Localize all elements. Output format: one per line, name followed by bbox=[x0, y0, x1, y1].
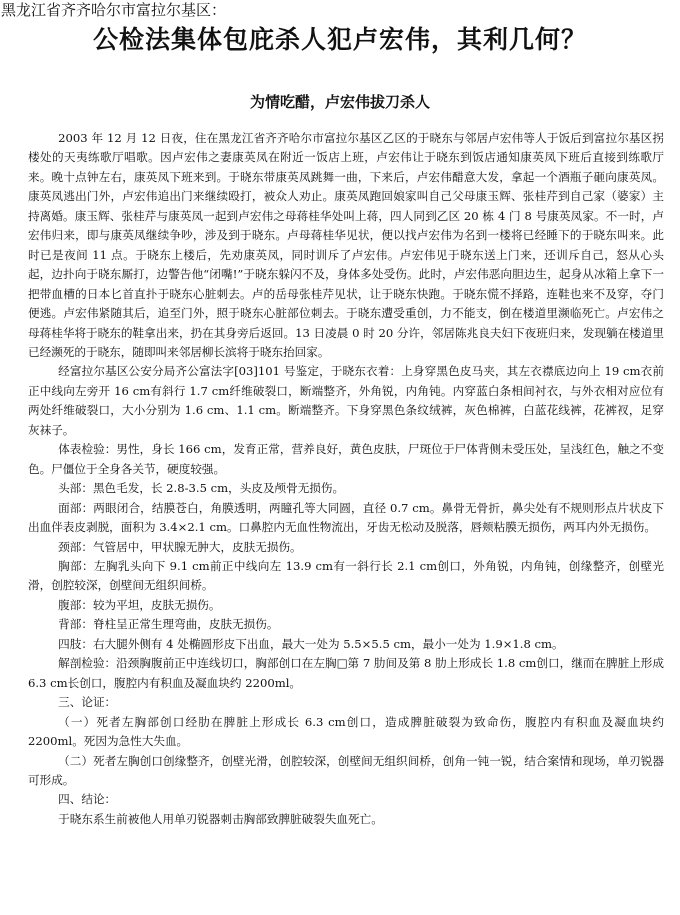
paragraph-conclusion: 于晓东系生前被他人用单刃锐器刺击胸部致脾脏破裂失血死亡。 bbox=[58, 811, 383, 826]
paragraph-limbs: 四肢：右大腿外侧有 4 处椭圆形皮下出血，最大一处为 5.5×5.5 cm，最小一处为 1.9×1.8 cm。 bbox=[58, 636, 564, 651]
paragraph-head: 头部：黑色毛发，长 2.8-3.5 cm，头皮及颅骨无损伤。 bbox=[58, 481, 345, 496]
paragraph-abdomen: 腹部：较为平坦，皮肤无损伤。 bbox=[58, 597, 221, 612]
paragraph-face: 面部：两眼闭合，结膜苍白，角膜透明，两瞳孔等大同圆，直径 0.7 cm。鼻骨无骨折，鼻尖处有不规则形点片状皮下出血伴表皮剥脱，面积为 3.4×2.1 cm。口鼻腔内无血性物流出，牙齿无松动及脱落，唇颊粘膜无损伤，两耳内外无损伤。 bbox=[28, 500, 664, 535]
section-heading-conclusion: 四、结论： bbox=[58, 792, 117, 807]
article-body bbox=[28, 129, 664, 829]
paragraph-argument-2: （二）死者左胸创口创缘整齐，创壁光滑，创腔较深，创壁间无组织间桥，创角一钝一锐，结合案情和现场，单刃锐器可形成。 bbox=[28, 753, 664, 787]
subheading: 为情吃醋，卢宏伟拔刀杀人 bbox=[249, 93, 430, 111]
paragraph-neck: 颈部：气管居中，甲状腺无肿大，皮肤无损伤。 bbox=[58, 539, 302, 554]
paragraph-argument-1: （一）死者左胸部创口经肋在脾脏上形成长 6.3 cm创口，造成脾脏破裂为致命伤，腹腔内有积血及凝血块约 2200ml。死因为急性大失血。 bbox=[28, 714, 664, 749]
paragraph-back: 背部：脊柱呈正常生理弯曲，皮肤无损伤。 bbox=[58, 617, 279, 632]
paragraph-body-surface: 体表检验：男性，身长 166 cm，发育正常，营养良好，黄色皮肤，尸斑位于尸体背侧未受压处，呈浅红色，触之不变色。尸僵位于全身各关节，硬度较强。 bbox=[28, 442, 664, 476]
paragraph-clothing-exam: 经富拉尔基区公安分局齐公富法字[03]101 号鉴定，于晓东衣着：上身穿黑色皮马夹，其左衣襟底边向上 19 cm衣前正中线向左旁开 16 cm有斜行 1.7 cm纤维破裂口，断端整齐，外角锐，内角钝。内穿蓝白条相间衬衣，与外衣相对应位有两处纤维破裂口，大小分别为 1.6 cm、1.1 cm。断端整齐。下身穿黑色条纹绒裤，灰色棉裤，白蓝花线裤，花裤衩，足穿灰袜子。 bbox=[28, 364, 664, 437]
section-heading-argument: 三、论证： bbox=[58, 695, 117, 710]
paragraph-chest: 胸部：左胸乳头向下 9.1 cm前正中线向左 13.9 cm有一斜行长 2.1 cm创口，外角锐，内角钝，创缘整齐，创壁光滑，创腔较深，创壁间无组织间桥。 bbox=[28, 558, 664, 593]
paragraph-autopsy: 解剖检验：沿颈胸腹前正中连线切口，胸部创口在左胸□第 7 肋间及第 8 肋上形成长 1.8 cm创口，继而在脾脏上形成 6.3 cm长创口，腹腔内有积血及凝血块约 2200ml。 bbox=[28, 656, 664, 690]
headline: 公检法集体包庇杀人犯卢宏伟，其利几何？ bbox=[92, 25, 587, 54]
paragraph-incident: 2003 年 12 月 12 日夜，住在黑龙江省齐齐哈尔市富拉尔基区乙区的于晓东与邻居卢宏伟等人于饭后到富拉尔基区拐楼处的天夷练歌厅唱歌。因卢宏伟之妻康英凤在附近一饭店上班，卢宏伟让于晓东到饭店通知康英凤下班后直接到练歌厅来。晚十点钟左右，康英凤下班来到。于晓东带康英凤跳舞一曲，下来后，卢宏伟醋意大发，拿起一个酒瓶子砸向康英凤。康英凤逃出门外，卢宏伟追出门来继续殴打，被众人劝止。康英凤跑回娘家叫自己父母康玉辉、张桂芹到自己家（婆家）主持离婚。康玉辉、张桂芹与康英凤一起到卢宏伟之母蒋桂华处叫上蒋，四人同到乙区 20 栋 4 门 8 号康英凤家。不一时，卢宏伟归来，即与康英凤继续争吵，涉及到于晓东。卢母蒋桂华见状，便以找卢宏伟为名到一楼将已经睡下的于晓东叫来。此时已是夜间 11 点。于晓东上楼后，先劝康英凤，同时训斥了卢宏伟。卢宏伟见于晓东送上门来，还训斥自己，怒从心头起，边扑向于晓东厮打，边警告他“闭嘴!”于晓东躲闪不及，身体多处受伤。此时，卢宏伟恶向胆边生，起身从冰箱上拿下一把带血槽的日本匕首直扑于晓东心脏刺去。卢的岳母张桂芹见状，让于晓东快跑。于晓东慌不择路，连鞋也来不及穿，夺门便逃。卢宏伟紧随其后，追至门外，照于晓东心脏部位刺去。于晓东遭受重创，力不能支，倒在楼道里濒临死亡。卢宏伟之母蒋桂华将于晓东的鞋拿出来，扔在其身旁后返回。13 日凌晨 0 时 20 分许，邻居陈兆良夫妇下夜班归来，发现躺在楼道里已经濒死的于晓东，随即叫来邻居柳长滨将于晓东抬回家。 bbox=[28, 131, 664, 359]
region-header: 黑龙江省齐齐哈尔市富拉尔基区： bbox=[1, 1, 227, 19]
